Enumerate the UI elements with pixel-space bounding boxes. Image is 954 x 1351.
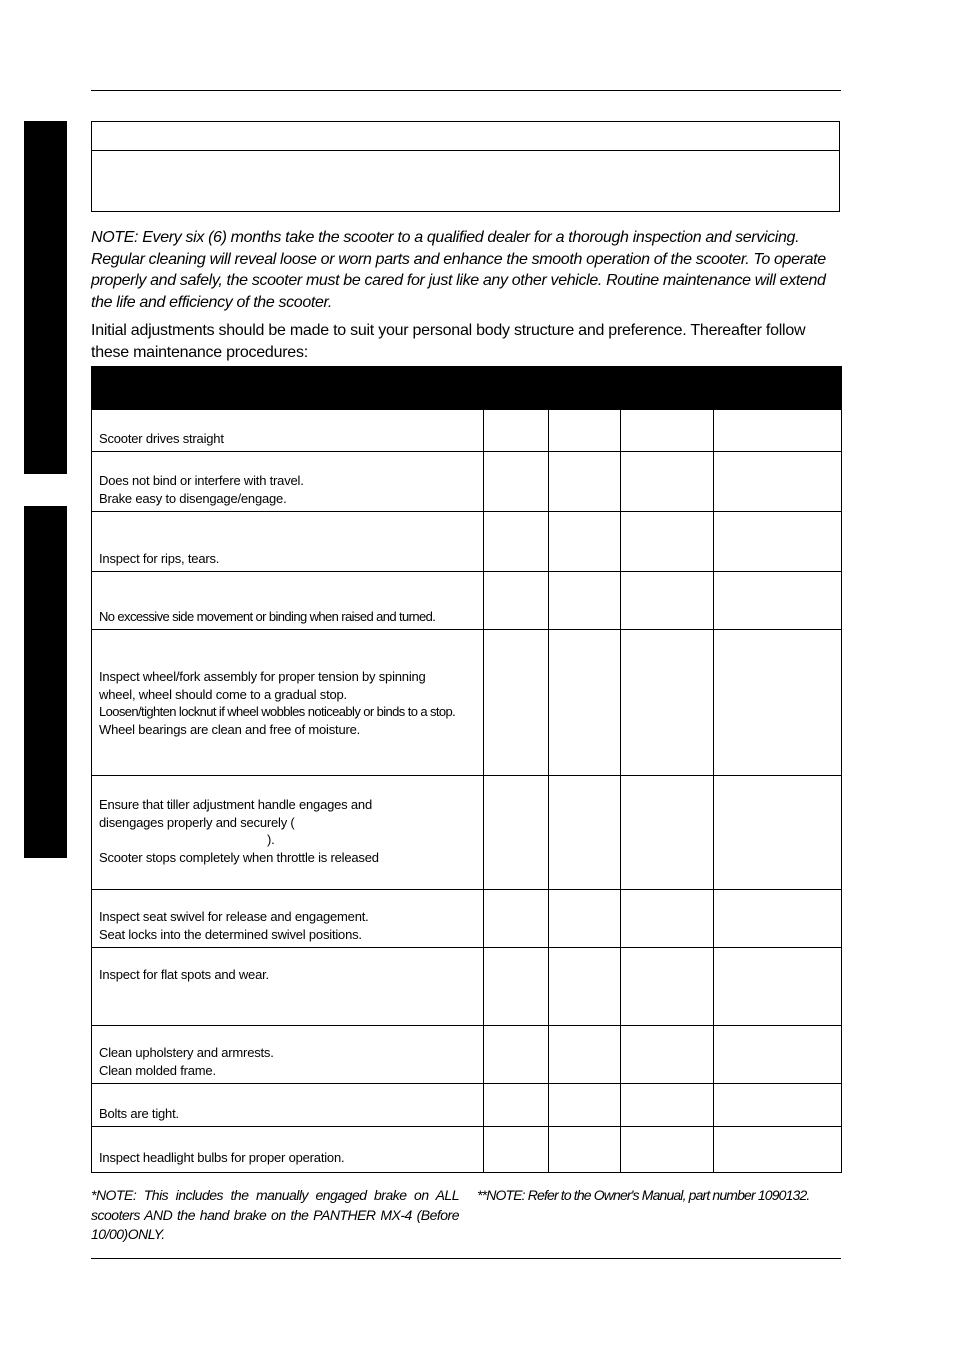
footnote-owners-manual: **NOTE: Refer to the Owner's Manual, part number 1090132. [477, 1187, 810, 1203]
check-cell [714, 1084, 842, 1127]
table-row [92, 410, 842, 452]
header-cell-item [92, 367, 484, 410]
row-line: Scooter drives straight [99, 430, 224, 446]
table-row [92, 890, 842, 948]
check-cell [484, 1026, 549, 1084]
table-header-row [92, 367, 842, 386]
row-description [92, 452, 484, 512]
side-tab-lower [24, 506, 67, 858]
check-cell [621, 630, 714, 776]
check-cell [714, 410, 842, 452]
check-cell [484, 452, 549, 512]
table-row [92, 572, 842, 630]
check-cell [621, 948, 714, 1026]
row-line: ). [267, 832, 275, 847]
check-cell [714, 948, 842, 1026]
row-description [92, 776, 484, 890]
row-description [92, 572, 484, 630]
check-cell [714, 572, 842, 630]
row-line: Inspect wheel/fork assembly for proper tension by spinning [99, 669, 426, 684]
row-line: Inspect headlight bulbs for proper operation. [99, 1149, 345, 1165]
check-cell [549, 890, 621, 948]
row-line: Inspect for rips, tears. [99, 550, 220, 566]
check-cell [714, 630, 842, 776]
check-cell [484, 1127, 549, 1173]
check-cell [621, 1127, 714, 1173]
row-line: Does not bind or interfere with travel. [99, 473, 304, 488]
check-cell [621, 1026, 714, 1084]
check-cell [484, 1084, 549, 1127]
header-cell-frequency [549, 367, 842, 386]
table-row [92, 512, 842, 572]
check-cell [484, 572, 549, 630]
check-cell [621, 572, 714, 630]
check-cell [484, 512, 549, 572]
check-cell [621, 890, 714, 948]
row-line: disengages properly and securely ( [99, 814, 295, 830]
check-cell [549, 1084, 621, 1127]
row-line: Loosen/tighten locknut if wheel wobbles noticeably or binds to a stop. [99, 704, 456, 719]
intro-text: Initial adjustments should be made to suit your personal body structure and preference. Thereafter follow these maintenance procedures: [91, 322, 806, 361]
row-line: Inspect for flat spots and wear. [99, 967, 269, 982]
check-cell [714, 776, 842, 890]
table-row [92, 1084, 842, 1127]
check-cell [714, 452, 842, 512]
table-row [92, 452, 842, 512]
table-row [92, 948, 842, 1026]
check-cell [621, 776, 714, 890]
check-cell [621, 1084, 714, 1127]
subheader-cell-3 [714, 386, 842, 410]
check-cell [714, 1127, 842, 1173]
row-line: Seat locks into the determined swivel positions. [99, 926, 362, 942]
row-line: Clean molded frame. [99, 1062, 216, 1078]
check-cell [621, 512, 714, 572]
check-cell [714, 1026, 842, 1084]
row-line: Bolts are tight. [99, 1105, 179, 1121]
row-description [92, 890, 484, 948]
row-line: wheel, wheel should come to a gradual stop. [99, 686, 347, 702]
check-cell [484, 890, 549, 948]
title-box [91, 121, 840, 212]
check-cell [714, 512, 842, 572]
row-line: Inspect seat swivel for release and engagement. [99, 909, 369, 924]
row-description [92, 948, 484, 1026]
bottom-rule [91, 1258, 841, 1259]
check-cell [484, 776, 549, 890]
check-cell [549, 948, 621, 1026]
row-line: Brake easy to disengage/engage. [99, 490, 287, 506]
maintenance-schedule-table [91, 366, 842, 1173]
row-description [92, 512, 484, 572]
row-description [92, 630, 484, 776]
row-line: Clean upholstery and armrests. [99, 1045, 274, 1060]
row-description [92, 410, 484, 452]
check-cell [621, 410, 714, 452]
check-cell [549, 776, 621, 890]
footnote-brake: *NOTE: This includes the manually engaged brake on ALL scooters AND the hand brake on the PANTHER MX-4 (Before 10/00)ONLY. [91, 1187, 459, 1242]
table-row [92, 630, 842, 776]
title-box-divider [92, 150, 839, 151]
check-cell [549, 630, 621, 776]
row-line: Scooter stops completely when throttle is released [99, 849, 379, 865]
check-cell [549, 1127, 621, 1173]
check-cell [549, 410, 621, 452]
check-cell [484, 948, 549, 1026]
check-cell [549, 1026, 621, 1084]
maintenance-note: NOTE: Every six (6) months take the scooter to a qualified dealer for a thorough inspection and servicing. Regular cleaning will reveal loose or worn parts and enhance the smooth operation of the scooter. To operate properly and safely, the scooter must be cared for just like any other vehicle. Routine maintenance will extend the life and efficiency of the scooter. [91, 229, 826, 311]
row-description [92, 1026, 484, 1084]
row-line: Ensure that tiller adjustment handle engages and [99, 797, 372, 812]
check-cell [549, 572, 621, 630]
row-description [92, 1127, 484, 1173]
row-line: Wheel bearings are clean and free of moisture. [99, 721, 361, 737]
check-cell [484, 410, 549, 452]
table-row [92, 776, 842, 890]
check-cell [549, 452, 621, 512]
row-line: No excessive side movement or binding when raised and turned. [99, 608, 436, 624]
row-description [92, 1084, 484, 1127]
check-cell [484, 630, 549, 776]
header-cell-initially [484, 367, 549, 410]
subheader-cell-2 [621, 386, 714, 410]
table-row [92, 1026, 842, 1084]
top-rule [91, 90, 841, 91]
side-tab-upper [24, 121, 67, 474]
check-cell [621, 452, 714, 512]
check-cell [714, 890, 842, 948]
check-cell [549, 512, 621, 572]
table-row [92, 1127, 842, 1173]
subheader-cell-1 [549, 386, 621, 410]
